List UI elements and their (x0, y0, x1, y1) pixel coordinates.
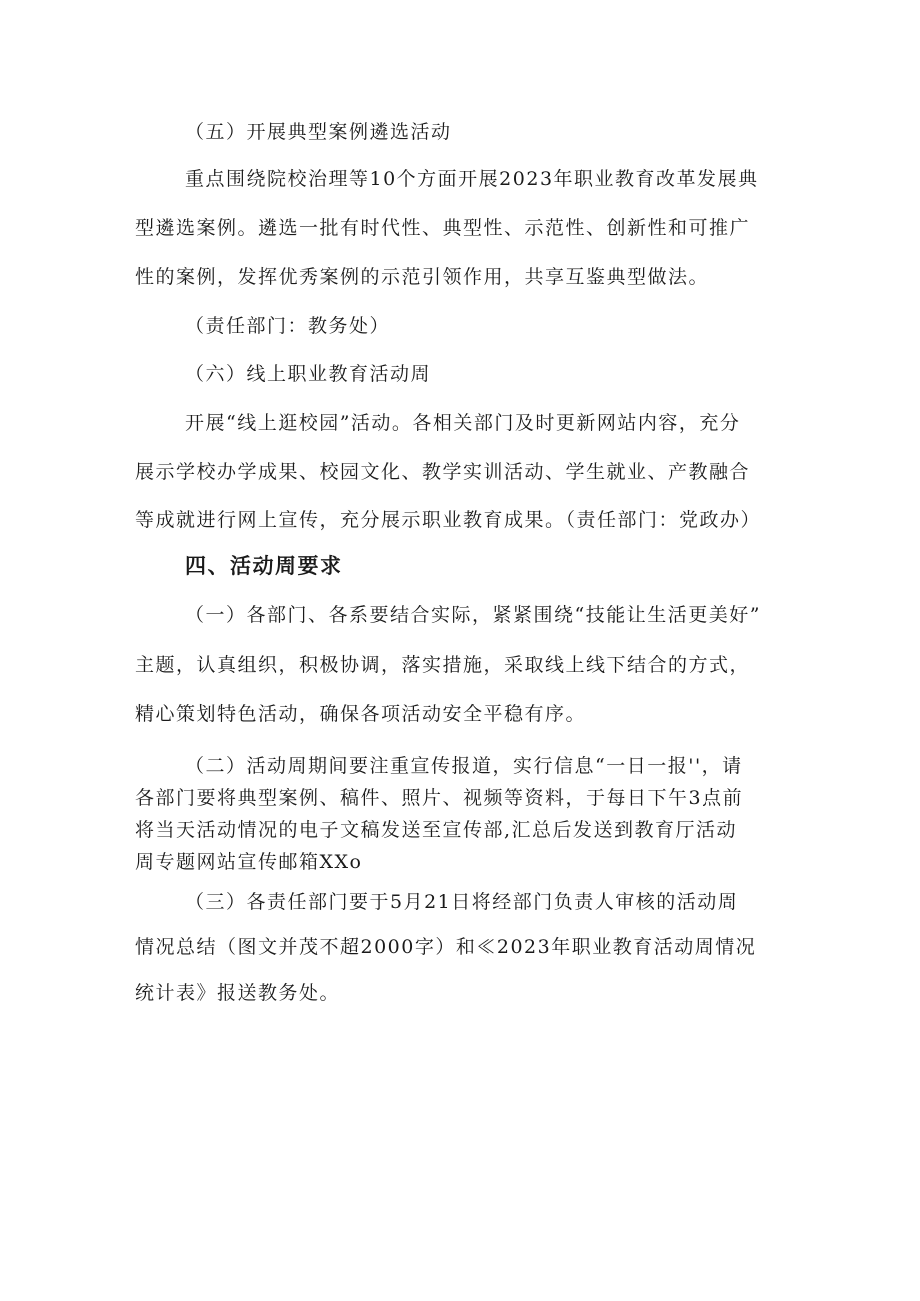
section-6-line-2: 展示学校办学成果、校园文化、教学实训活动、学生就业、产教融合 (135, 461, 751, 483)
section-6-line-1: 开展“线上逛校园”活动。各相关部门及时更新网站内容，充分 (185, 412, 741, 434)
requirement-3-line-3: 统计表》报送教务处。 (135, 982, 341, 1004)
requirement-1-line-3: 精心策划特色活动，确保各项活动安全平稳有序。 (135, 703, 587, 725)
requirement-2-line-3: 将当天活动情况的电子文稿发送至宣传部,汇总后发送到教育厅活动 (135, 819, 738, 841)
requirement-3-line-1: （三）各责任部门要于5月21日将经部门负责人审核的活动周 (185, 891, 739, 913)
requirement-1-line-2: 主题，认真组织，积极协调，落实措施，采取线上线下结合的方式， (135, 654, 751, 676)
section-5-line-1: 重点围绕院校治理等10个方面开展2023年职业教育改革发展典 (185, 168, 759, 190)
section-5-responsibility: （责任部门：教务处） (185, 315, 391, 337)
requirement-3-line-2: 情况总结（图文并茂不超2000字）和≪2023年职业教育活动周情况 (135, 936, 757, 958)
section-6-title: （六）线上职业教育活动周 (185, 363, 432, 385)
section-5-title: （五）开展典型案例遴选活动 (185, 121, 452, 143)
section-5-line-3: 性的案例，发挥优秀案例的示范引领作用，共享互鉴典型做法。 (135, 266, 710, 288)
requirement-2-line-4: 周专题网站宣传邮箱XXo (135, 851, 363, 873)
requirement-1-line-1: （一）各部门、各系要结合实际，紧紧围绕“技能让生活更美好” (185, 604, 761, 626)
section-6-line-3: 等成就进行网上宣传，充分展示职业教育成果。（责任部门：党政办） (135, 509, 762, 531)
requirement-2-line-2: 各部门要将典型案例、稿件、照片、视频等资料，于每日下午3点前 (135, 787, 744, 809)
heading-four: 四、活动周要求 (185, 554, 343, 578)
section-5-line-2: 型遴选案例。遴选一批有时代性、典型性、示范性、创新性和可推广 (135, 217, 751, 239)
requirement-2-line-1: （二）活动周期间要注重宣传报道，实行信息“一日一报''，请 (185, 755, 743, 777)
